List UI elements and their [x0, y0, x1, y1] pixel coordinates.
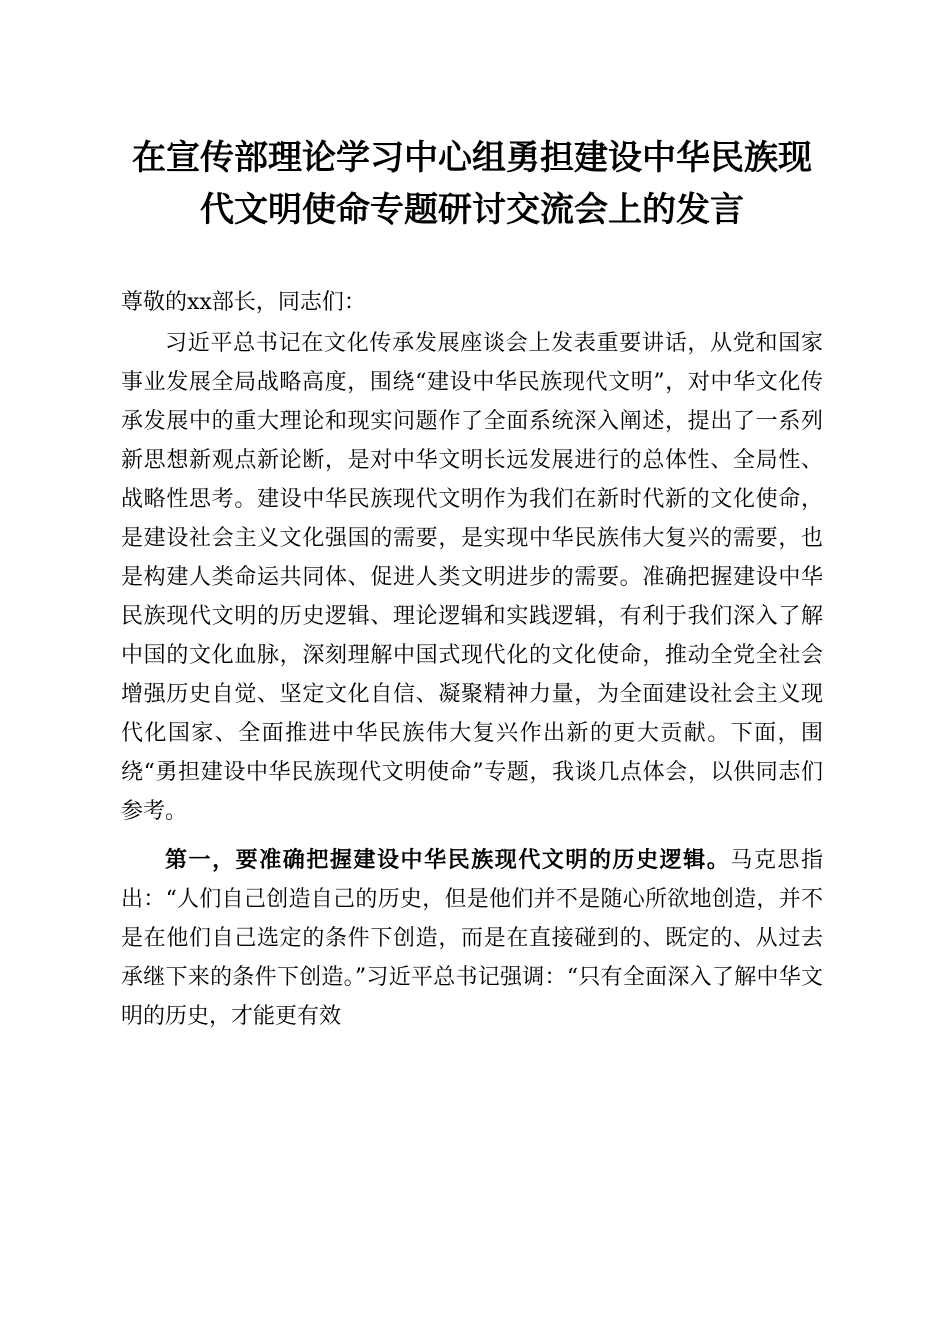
- paragraph-first-point-text: 马克思指出：“人们自己创造自己的历史，但是他们并不是随心所欲地创造，并不是在他们自己选定的条件下创造，而是在直接碰到的、既定的、从过去承继下来的条件下创造。”习近平总书记强调：“只有全面深入了解中华文明的历史，才能更有效: [121, 848, 823, 1029]
- salutation: 尊敬的xx部长，同志们：: [121, 290, 366, 315]
- title-line-1: 在宣传部理论学习中心组勇担建设中华民族现: [132, 138, 812, 178]
- paragraph-first-point: [121, 841, 823, 1036]
- document-page: [121, 132, 823, 1036]
- title-line-2: 代文明使命专题研讨交流会上的发言: [200, 190, 744, 230]
- document-title: [121, 132, 823, 236]
- paragraph-intro: 习近平总书记在文化传承发展座谈会上发表重要讲话，从党和国家事业发展全局战略高度，围绕“建设中华民族现代文明”，对中华文化传承发展中的重大理论和现实问题作了全面系统深入阐述，提出了一系列新思想新观点新论断，是对中华文明长远发展进行的总体性、全局性、战略性思考。建设中华民族现代文明作为我们在新时代新的文化使命，是建设社会主义文化强国的需要，是实现中华民族伟大复兴的需要，也是构建人类命运共同体、促进人类文明进步的需要。准确把握建设中华民族现代文明的历史逻辑、理论逻辑和实践逻辑，有利于我们深入了解中国的文化血脉，深刻理解中国式现代化的文化使命，推动全党全社会增强历史自觉、坚定文化自信、凝聚精神力量，为全面建设社会主义现代化国家、全面推进中华民族伟大复兴作出新的更大贡献。下面，围绕“勇担建设中华民族现代文明使命”专题，我谈几点体会，以供同志们参考。: [121, 331, 823, 824]
- paragraph-first-point-heading: 第一，要准确把握建设中华民族现代文明的历史逻辑。: [165, 847, 731, 873]
